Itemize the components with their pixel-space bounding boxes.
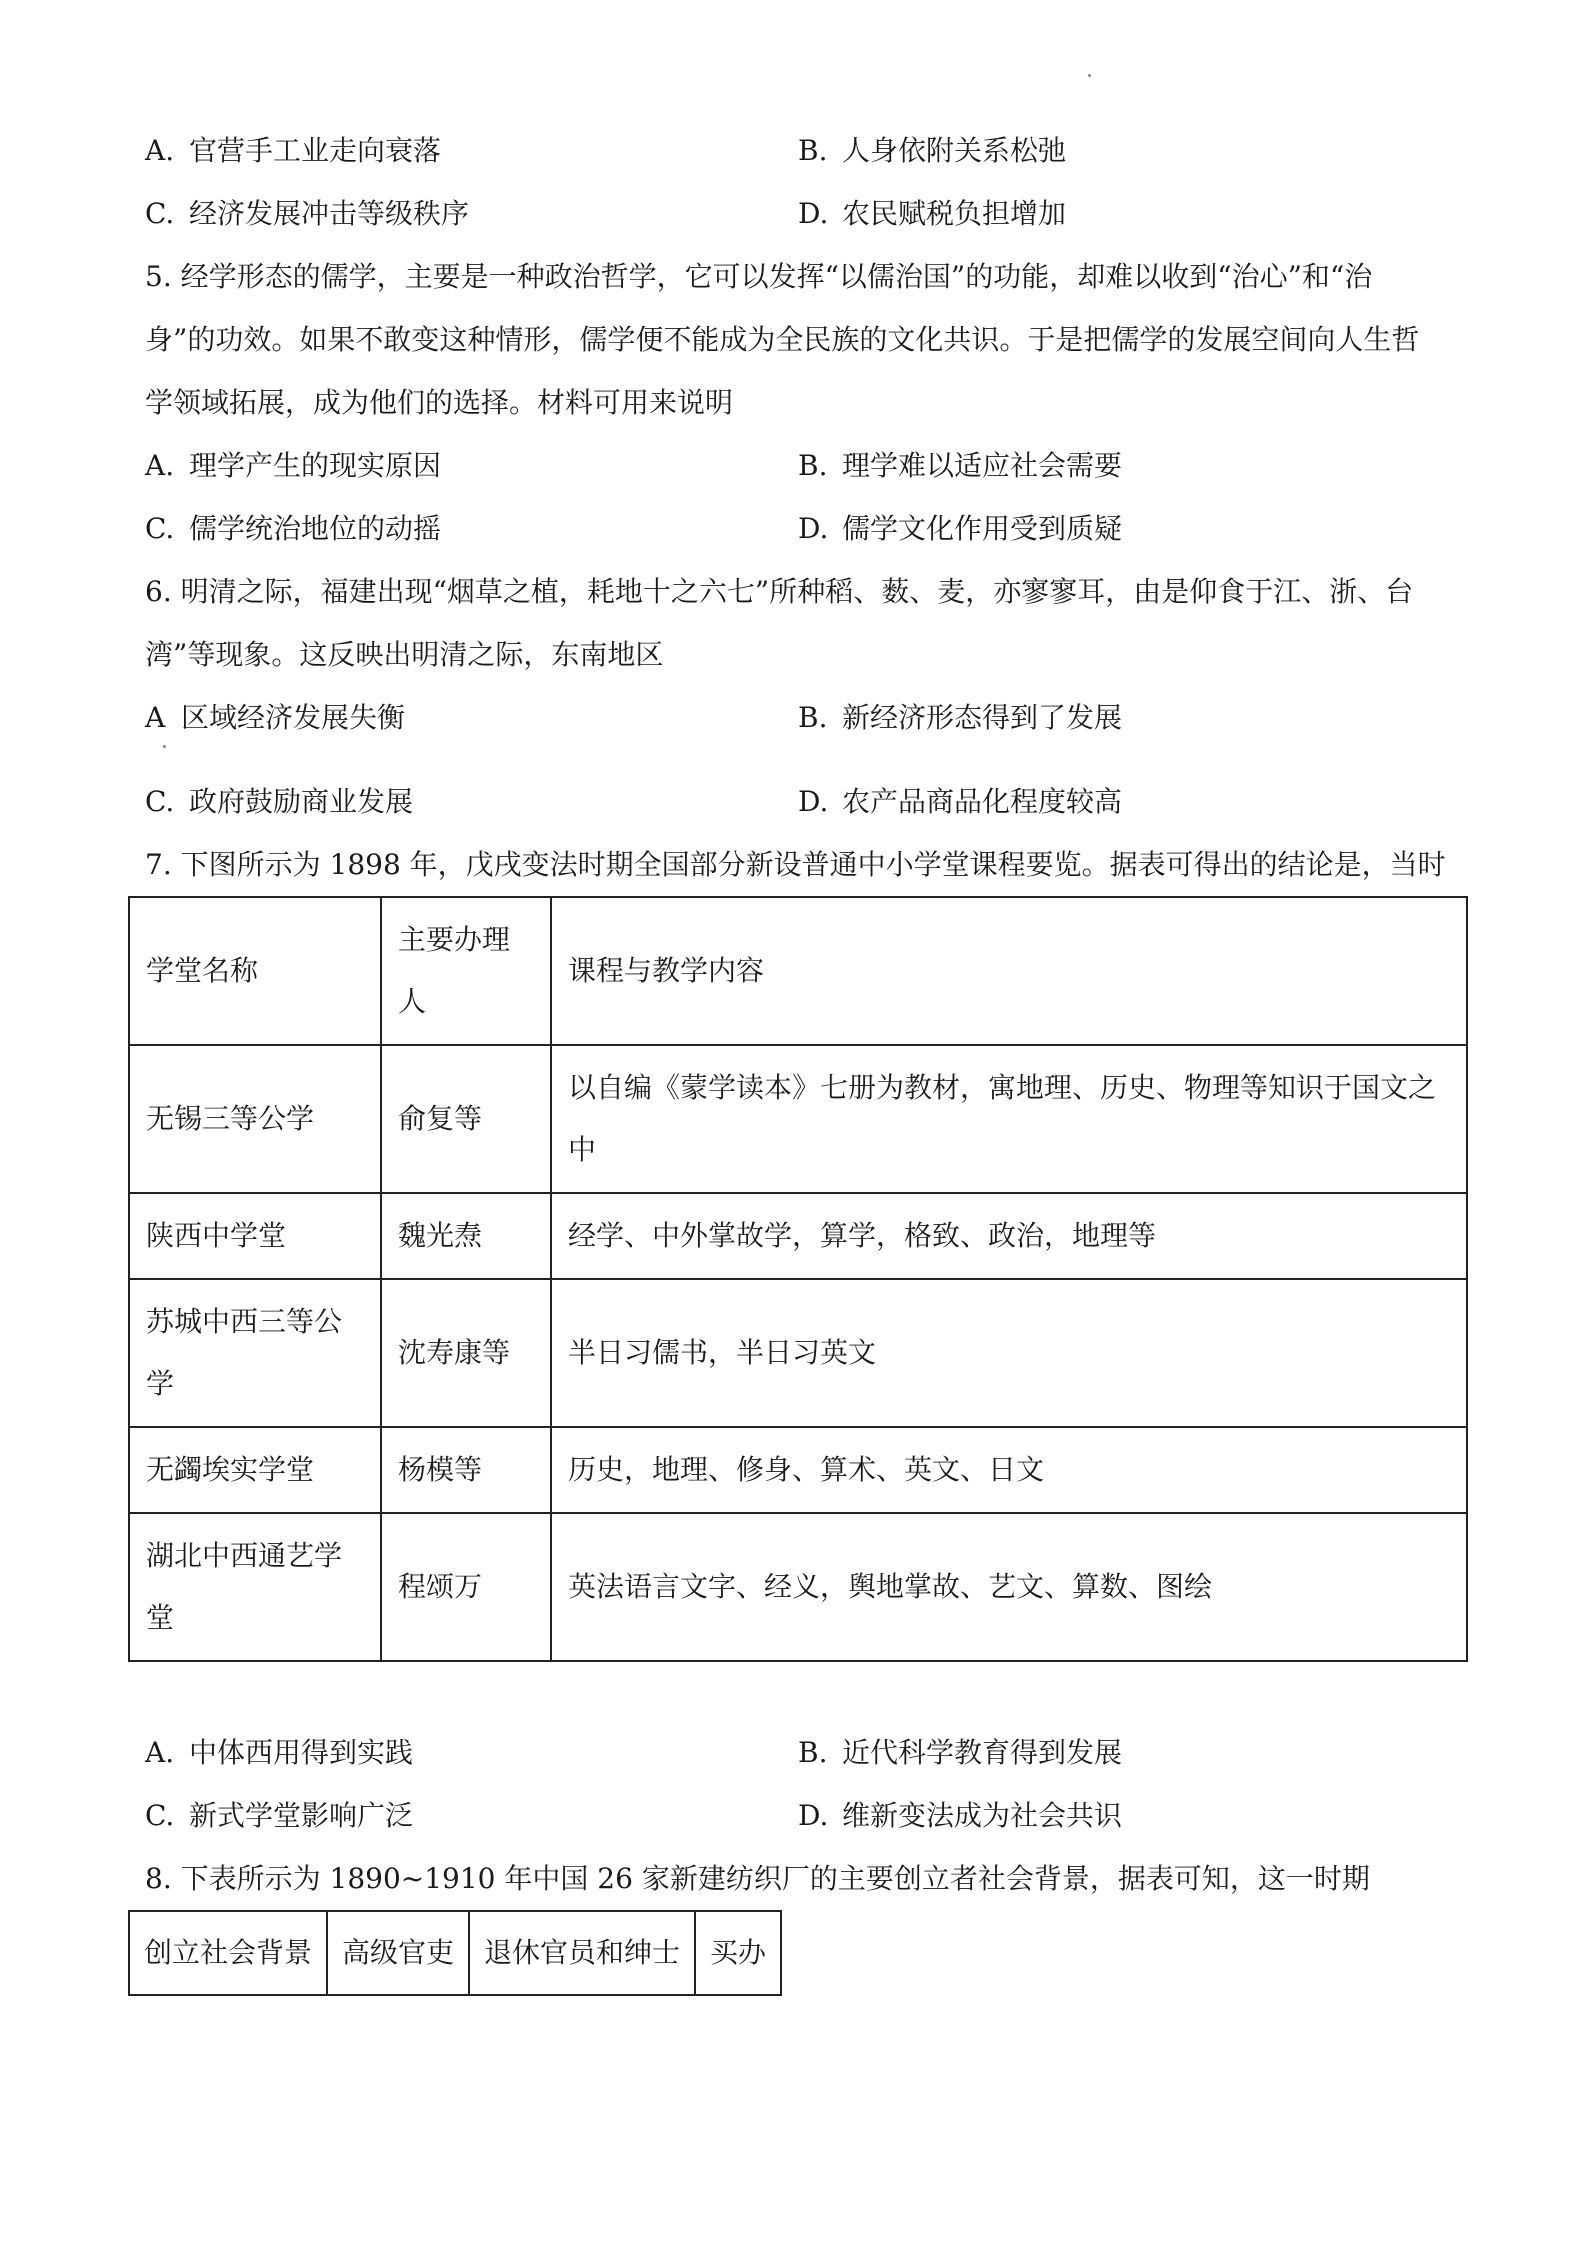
q6-option-d: D. 农产品商品化程度较高	[798, 785, 1123, 818]
header-organizer: 主要办理人	[381, 897, 551, 1045]
school-name-cell: 苏城中西三等公学	[129, 1279, 381, 1427]
q5-stem-line-3: 学领域拓展，成为他们的选择。材料可用来说明	[145, 386, 734, 419]
q8-background-table	[128, 1910, 782, 1996]
q7-option-b: B. 近代科学教育得到发展	[798, 1736, 1123, 1769]
table-cell: 买办	[695, 1911, 781, 1995]
header-school-name: 学堂名称	[129, 897, 381, 1045]
header-curriculum: 课程与教学内容	[551, 897, 1467, 1045]
q4-option-a: A. 官营手工业走向衰落	[145, 134, 442, 167]
curriculum-cell: 半日习儒书，半日习英文	[551, 1279, 1467, 1427]
scan-speck	[1088, 74, 1091, 77]
q6-option-c: C. 政府鼓励商业发展	[145, 785, 414, 818]
q4-option-c: C. 经济发展冲击等级秩序	[145, 197, 470, 230]
q4-option-b: B. 人身依附关系松弛	[798, 134, 1067, 167]
scan-speck	[163, 745, 166, 748]
table-row	[129, 1427, 1467, 1513]
q7-school-table	[128, 896, 1468, 1662]
curriculum-cell: 以自编《蒙学读本》七册为教材，寓地理、历史、物理等知识于国文之中	[551, 1045, 1467, 1193]
school-name-cell: 无蠲埃实学堂	[129, 1427, 381, 1513]
school-name-cell: 陕西中学堂	[129, 1193, 381, 1279]
school-name-cell: 无锡三等公学	[129, 1045, 381, 1193]
table-cell: 创立社会背景	[129, 1911, 327, 1995]
organizer-cell: 沈寿康等	[381, 1279, 551, 1427]
q7-option-d: D. 维新变法成为社会共识	[798, 1799, 1123, 1832]
q6-option-a: A 区域经济发展失衡	[145, 701, 406, 734]
q5-option-b: B. 理学难以适应社会需要	[798, 449, 1123, 482]
table-cell: 退休官员和绅士	[469, 1911, 695, 1995]
table-row	[129, 1045, 1467, 1193]
q8-stem: 8. 下表所示为 1890~1910 年中国 26 家新建纺织厂的主要创立者社会背景，据表可知，这一时期	[145, 1862, 1370, 1895]
curriculum-cell: 经学、中外掌故学，算学，格致、政治，地理等	[551, 1193, 1467, 1279]
table-header-row	[129, 897, 1467, 1045]
school-name-cell: 湖北中西通艺学堂	[129, 1513, 381, 1661]
q7-option-a: A. 中体西用得到实践	[145, 1736, 414, 1769]
q6-stem-line-1: 6. 明清之际，福建出现“烟草之植，耗地十之六七”所种稻、薮、麦，亦寥寥耳，由是仰食于江、浙、台	[145, 575, 1414, 608]
table-row	[129, 1513, 1467, 1661]
q5-option-d: D. 儒学文化作用受到质疑	[798, 512, 1123, 545]
organizer-cell: 程颂万	[381, 1513, 551, 1661]
q7-option-c: C. 新式学堂影响广泛	[145, 1799, 414, 1832]
q5-stem-line-2: 身”的功效。如果不敢变这种情形，儒学便不能成为全民族的文化共识。于是把儒学的发展空间向人生哲	[145, 323, 1420, 356]
organizer-cell: 俞复等	[381, 1045, 551, 1193]
table-row	[129, 1193, 1467, 1279]
table-cell: 高级官吏	[327, 1911, 469, 1995]
table-row	[129, 1911, 781, 1995]
table-row	[129, 1279, 1467, 1427]
q5-stem-line-1: 5. 经学形态的儒学，主要是一种政治哲学，它可以发挥“以儒治国”的功能，却难以收到“治心”和“治	[145, 260, 1373, 293]
curriculum-cell: 英法语言文字、经义，舆地掌故、艺文、算数、图绘	[551, 1513, 1467, 1661]
organizer-cell: 杨模等	[381, 1427, 551, 1513]
q4-option-d: D. 农民赋税负担增加	[798, 197, 1067, 230]
q7-stem: 7. 下图所示为 1898 年，戊戌变法时期全国部分新设普通中小学堂课程要览。据表可得出的结论是，当时	[145, 848, 1446, 881]
q6-option-b: B. 新经济形态得到了发展	[798, 701, 1123, 734]
q5-option-c: C. 儒学统治地位的动摇	[145, 512, 442, 545]
curriculum-cell: 历史，地理、修身、算术、英文、日文	[551, 1427, 1467, 1513]
organizer-cell: 魏光焘	[381, 1193, 551, 1279]
q5-option-a: A. 理学产生的现实原因	[145, 449, 442, 482]
q6-stem-line-2: 湾”等现象。这反映出明清之际，东南地区	[145, 638, 664, 671]
